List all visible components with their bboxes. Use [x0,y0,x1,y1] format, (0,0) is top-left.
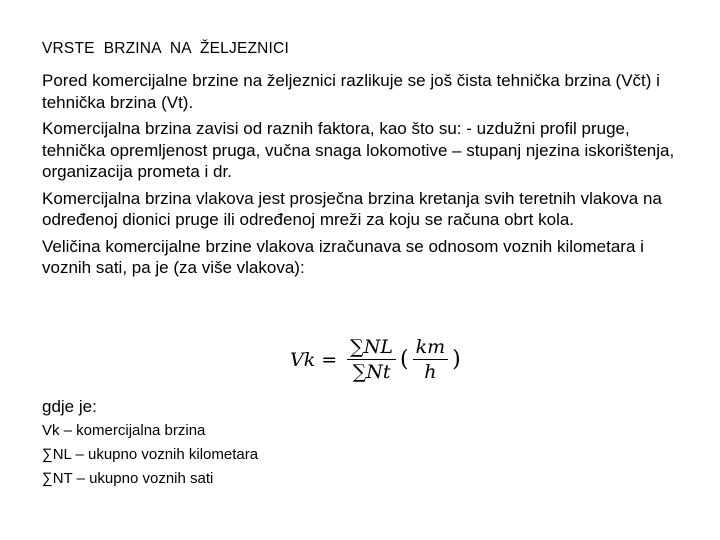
legend [42,395,258,491]
legend-item: ∑NL – ukupno voznih kilometara [42,446,259,463]
formula-denominator: ∑Nt [352,361,391,383]
formula-unit-fraction [413,337,449,382]
formula-unit-denominator: h [424,361,437,383]
legend-heading: gdje je: [42,397,97,416]
page-title: VRSTE BRZINA NA ŽELJEZNICI [42,40,289,57]
formula-equals: = [321,348,338,371]
formula-numerator: ∑NL [347,337,396,360]
formula-close-paren: ) [452,347,461,372]
formula-fraction [347,337,396,382]
formula-unit-numerator: km [413,337,449,360]
formula [290,337,461,382]
body-text [42,70,682,284]
paragraph: Veličina komercijalne brzine vlakova izračunava se odnosom voznih kilometara i voznih sati, pa je (za više vlakova): [42,236,644,277]
formula-open-paren: ( [399,347,409,372]
paragraph: Komercijalna brzina vlakova jest prosječna brzina kretanja svih teretnih vlakova na određenoj dionici pruge ili određenoj mreži za koju se računa obrt kola. [42,188,662,229]
paragraph: Pored komercijalne brzine na željeznici razlikuje se još čista tehnička brzina (Včt) i tehnička brzina (Vt). [42,71,660,112]
legend-item: ∑NT – ukupno voznih sati [42,470,214,487]
legend-item: Vk – komercijalna brzina [42,422,206,439]
formula-lhs: Vk [290,348,316,371]
paragraph: Komercijalna brzina zavisi od raznih faktora, kao što su: - uzdužni profil pruge, tehnička opremljenost pruga, vučna snaga lokomotive – stupanj njezina iskorištenja, organizacija prometa i dr. [42,119,675,181]
